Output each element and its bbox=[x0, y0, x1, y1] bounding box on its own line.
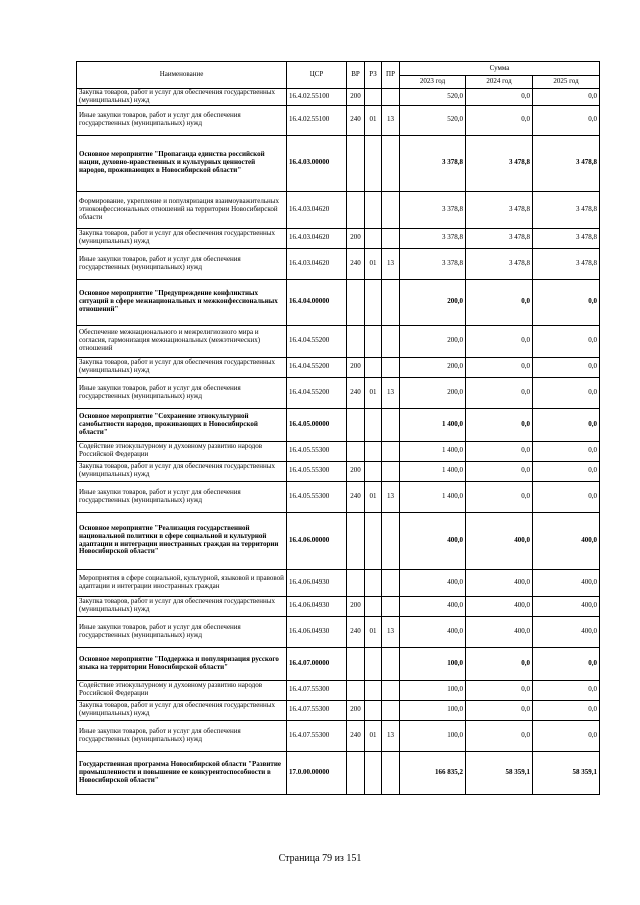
row-name: Содействие этнокультурному и духовному развитию народов Российской Федерации bbox=[77, 441, 287, 461]
row-pr: 13 bbox=[382, 248, 400, 279]
table-body bbox=[77, 89, 600, 795]
table-row bbox=[77, 720, 600, 751]
row-name: Иные закупки товаров, работ и услуг для обеспечения государственных (муниципальных) нужд bbox=[77, 481, 287, 512]
row-value-2023: 1 400,0 bbox=[400, 408, 466, 441]
row-value-2025: 400,0 bbox=[533, 569, 600, 596]
row-name: Закупка товаров, работ и услуг для обеспечения государственных (муниципальных) нужд bbox=[77, 357, 287, 377]
row-rz: 01 bbox=[365, 105, 382, 135]
table-row bbox=[77, 105, 600, 135]
header-row-1 bbox=[77, 62, 600, 76]
row-value-2024: 400,0 bbox=[466, 512, 533, 569]
row-name: Основное мероприятие "Сохранение этнокультурной самобытности народов, проживающих в Новосибирской области" bbox=[77, 408, 287, 441]
row-rz: 01 bbox=[365, 720, 382, 751]
row-rz bbox=[365, 279, 382, 325]
row-pr bbox=[382, 325, 400, 357]
row-csr: 16.4.04.00000 bbox=[287, 279, 347, 325]
row-vr: 200 bbox=[347, 700, 365, 720]
row-rz bbox=[365, 512, 382, 569]
row-pr bbox=[382, 596, 400, 616]
row-vr bbox=[347, 408, 365, 441]
row-pr: 13 bbox=[382, 616, 400, 647]
row-csr: 16.4.03.04620 bbox=[287, 228, 347, 248]
row-value-2025: 3 478,8 bbox=[533, 191, 600, 228]
row-value-2023: 520,0 bbox=[400, 105, 466, 135]
header-csr: ЦСР bbox=[287, 62, 347, 89]
row-rz bbox=[365, 647, 382, 680]
row-value-2025: 400,0 bbox=[533, 616, 600, 647]
row-value-2023: 200,0 bbox=[400, 325, 466, 357]
row-pr bbox=[382, 569, 400, 596]
row-value-2024: 3 478,8 bbox=[466, 135, 533, 191]
row-rz bbox=[365, 680, 382, 700]
row-rz bbox=[365, 408, 382, 441]
table-row bbox=[77, 191, 600, 228]
row-pr bbox=[382, 680, 400, 700]
row-value-2023: 400,0 bbox=[400, 512, 466, 569]
row-rz: 01 bbox=[365, 481, 382, 512]
table-row bbox=[77, 377, 600, 408]
row-value-2025: 0,0 bbox=[533, 647, 600, 680]
table-row bbox=[77, 408, 600, 441]
row-name: Закупка товаров, работ и услуг для обеспечения государственных (муниципальных) нужд bbox=[77, 228, 287, 248]
row-value-2025: 400,0 bbox=[533, 512, 600, 569]
header-name: Наименование bbox=[77, 62, 287, 89]
row-pr bbox=[382, 228, 400, 248]
header-rz: РЗ bbox=[365, 62, 382, 89]
row-value-2025: 0,0 bbox=[533, 357, 600, 377]
row-value-2024: 0,0 bbox=[466, 441, 533, 461]
row-value-2023: 400,0 bbox=[400, 616, 466, 647]
row-value-2024: 0,0 bbox=[466, 700, 533, 720]
row-csr: 16.4.05.55300 bbox=[287, 441, 347, 461]
row-value-2023: 200,0 bbox=[400, 357, 466, 377]
row-vr bbox=[347, 512, 365, 569]
table-row bbox=[77, 647, 600, 680]
row-value-2025: 0,0 bbox=[533, 89, 600, 106]
row-name: Основное мероприятие "Поддержка и популяризация русского языка на территории Новосибирской области" bbox=[77, 647, 287, 680]
row-value-2023: 100,0 bbox=[400, 647, 466, 680]
row-csr: 16.4.02.55100 bbox=[287, 105, 347, 135]
row-pr bbox=[382, 461, 400, 481]
row-rz: 01 bbox=[365, 616, 382, 647]
table-row bbox=[77, 441, 600, 461]
row-rz bbox=[365, 596, 382, 616]
row-value-2024: 0,0 bbox=[466, 105, 533, 135]
row-vr: 200 bbox=[347, 461, 365, 481]
row-value-2024: 0,0 bbox=[466, 357, 533, 377]
row-rz bbox=[365, 191, 382, 228]
row-value-2023: 520,0 bbox=[400, 89, 466, 106]
row-rz bbox=[365, 751, 382, 794]
row-value-2024: 0,0 bbox=[466, 680, 533, 700]
row-csr: 16.4.07.00000 bbox=[287, 647, 347, 680]
row-value-2024: 0,0 bbox=[466, 279, 533, 325]
table-row bbox=[77, 89, 600, 106]
row-value-2025: 0,0 bbox=[533, 700, 600, 720]
row-value-2025: 0,0 bbox=[533, 461, 600, 481]
row-value-2025: 400,0 bbox=[533, 596, 600, 616]
row-rz: 01 bbox=[365, 248, 382, 279]
row-value-2024: 0,0 bbox=[466, 461, 533, 481]
row-csr: 16.4.06.04930 bbox=[287, 596, 347, 616]
table-row bbox=[77, 680, 600, 700]
table-row bbox=[77, 481, 600, 512]
row-rz bbox=[365, 441, 382, 461]
table-row bbox=[77, 700, 600, 720]
table-row bbox=[77, 325, 600, 357]
row-value-2025: 0,0 bbox=[533, 408, 600, 441]
row-value-2023: 166 835,2 bbox=[400, 751, 466, 794]
page-number: Страница 79 из 151 bbox=[278, 853, 362, 864]
table-row bbox=[77, 569, 600, 596]
row-name: Закупка товаров, работ и услуг для обеспечения государственных (муниципальных) нужд bbox=[77, 596, 287, 616]
row-csr: 16.4.07.55300 bbox=[287, 720, 347, 751]
row-value-2023: 200,0 bbox=[400, 377, 466, 408]
table-row bbox=[77, 248, 600, 279]
row-value-2024: 58 359,1 bbox=[466, 751, 533, 794]
row-pr bbox=[382, 191, 400, 228]
row-vr: 200 bbox=[347, 596, 365, 616]
row-vr: 240 bbox=[347, 248, 365, 279]
row-value-2023: 1 400,0 bbox=[400, 441, 466, 461]
row-csr: 16.4.05.00000 bbox=[287, 408, 347, 441]
row-csr: 16.4.05.55300 bbox=[287, 481, 347, 512]
row-rz bbox=[365, 135, 382, 191]
table-row bbox=[77, 461, 600, 481]
row-name: Иные закупки товаров, работ и услуг для обеспечения государственных (муниципальных) нужд bbox=[77, 377, 287, 408]
table-row bbox=[77, 279, 600, 325]
row-csr: 16.4.06.00000 bbox=[287, 512, 347, 569]
row-value-2025: 0,0 bbox=[533, 377, 600, 408]
row-name: Закупка товаров, работ и услуг для обеспечения государственных (муниципальных) нужд bbox=[77, 89, 287, 106]
row-rz bbox=[365, 89, 382, 106]
row-rz bbox=[365, 569, 382, 596]
row-pr: 13 bbox=[382, 720, 400, 751]
row-csr: 16.4.06.04930 bbox=[287, 616, 347, 647]
table-row bbox=[77, 135, 600, 191]
row-csr: 16.4.04.55200 bbox=[287, 325, 347, 357]
row-name: Основное мероприятие "Реализация государственной национальной политики в сфере социальной и культурной адаптации и интеграции иностранных граждан на территории Новосибирской области" bbox=[77, 512, 287, 569]
header-year-2024: 2024 год bbox=[466, 76, 533, 89]
table-row bbox=[77, 751, 600, 794]
row-pr bbox=[382, 512, 400, 569]
row-csr: 16.4.03.00000 bbox=[287, 135, 347, 191]
row-value-2024: 400,0 bbox=[466, 569, 533, 596]
row-value-2025: 0,0 bbox=[533, 325, 600, 357]
row-name: Иные закупки товаров, работ и услуг для обеспечения государственных (муниципальных) нужд bbox=[77, 720, 287, 751]
row-value-2023: 3 378,8 bbox=[400, 228, 466, 248]
row-name: Закупка товаров, работ и услуг для обеспечения государственных (муниципальных) нужд bbox=[77, 700, 287, 720]
row-value-2023: 3 378,8 bbox=[400, 135, 466, 191]
row-vr bbox=[347, 441, 365, 461]
row-vr bbox=[347, 191, 365, 228]
row-pr bbox=[382, 279, 400, 325]
row-name: Основное мероприятие "Предупреждение конфликтных ситуаций в сфере межнациональных и межконфессиональных отношений" bbox=[77, 279, 287, 325]
row-pr: 13 bbox=[382, 481, 400, 512]
row-value-2024: 0,0 bbox=[466, 325, 533, 357]
table-row bbox=[77, 512, 600, 569]
row-name: Мероприятия в сфере социальной, культурной, языковой и правовой адаптации и интеграции иностранных граждан bbox=[77, 569, 287, 596]
row-value-2024: 3 478,8 bbox=[466, 248, 533, 279]
budget-table bbox=[76, 61, 600, 795]
row-csr: 16.4.06.04930 bbox=[287, 569, 347, 596]
row-vr bbox=[347, 279, 365, 325]
row-pr: 13 bbox=[382, 105, 400, 135]
row-value-2024: 0,0 bbox=[466, 408, 533, 441]
row-rz bbox=[365, 357, 382, 377]
row-name: Формирование, укрепление и популяризация взаимоуважительных этноконфессиональных отношений на территории Новосибирской области bbox=[77, 191, 287, 228]
row-value-2023: 400,0 bbox=[400, 596, 466, 616]
row-csr: 16.4.07.55300 bbox=[287, 680, 347, 700]
row-value-2025: 0,0 bbox=[533, 720, 600, 751]
row-name: Государственная программа Новосибирской области "Развитие промышленности и повышение ее конкурентоспособности в Новосибирской области" bbox=[77, 751, 287, 794]
row-value-2024: 400,0 bbox=[466, 616, 533, 647]
row-pr bbox=[382, 135, 400, 191]
row-value-2025: 0,0 bbox=[533, 279, 600, 325]
row-value-2025: 0,0 bbox=[533, 680, 600, 700]
row-pr bbox=[382, 89, 400, 106]
header-sum: Сумма bbox=[400, 62, 600, 76]
row-rz bbox=[365, 461, 382, 481]
row-csr: 16.4.04.55200 bbox=[287, 377, 347, 408]
row-value-2023: 100,0 bbox=[400, 680, 466, 700]
row-value-2023: 3 378,8 bbox=[400, 248, 466, 279]
row-csr: 16.4.07.55300 bbox=[287, 700, 347, 720]
row-value-2025: 3 478,8 bbox=[533, 135, 600, 191]
row-value-2024: 0,0 bbox=[466, 89, 533, 106]
row-pr bbox=[382, 441, 400, 461]
table-row bbox=[77, 228, 600, 248]
row-value-2025: 3 478,8 bbox=[533, 248, 600, 279]
row-value-2025: 58 359,1 bbox=[533, 751, 600, 794]
row-value-2024: 0,0 bbox=[466, 647, 533, 680]
row-name: Иные закупки товаров, работ и услуг для обеспечения государственных (муниципальных) нужд bbox=[77, 616, 287, 647]
row-value-2023: 100,0 bbox=[400, 720, 466, 751]
row-value-2023: 200,0 bbox=[400, 279, 466, 325]
row-value-2024: 3 478,8 bbox=[466, 228, 533, 248]
row-rz bbox=[365, 228, 382, 248]
row-vr: 200 bbox=[347, 89, 365, 106]
row-vr: 200 bbox=[347, 357, 365, 377]
row-name: Закупка товаров, работ и услуг для обеспечения государственных (муниципальных) нужд bbox=[77, 461, 287, 481]
row-value-2025: 0,0 bbox=[533, 481, 600, 512]
row-value-2023: 400,0 bbox=[400, 569, 466, 596]
row-vr: 240 bbox=[347, 105, 365, 135]
row-pr bbox=[382, 408, 400, 441]
row-name: Иные закупки товаров, работ и услуг для обеспечения государственных (муниципальных) нужд bbox=[77, 248, 287, 279]
row-value-2024: 0,0 bbox=[466, 481, 533, 512]
row-vr: 200 bbox=[347, 228, 365, 248]
row-value-2024: 400,0 bbox=[466, 596, 533, 616]
row-vr: 240 bbox=[347, 377, 365, 408]
row-csr: 16.4.03.04620 bbox=[287, 191, 347, 228]
table-row bbox=[77, 596, 600, 616]
row-vr bbox=[347, 751, 365, 794]
header-year-2023: 2023 год bbox=[400, 76, 466, 89]
row-value-2025: 0,0 bbox=[533, 441, 600, 461]
row-csr: 16.4.03.04620 bbox=[287, 248, 347, 279]
row-pr bbox=[382, 751, 400, 794]
row-value-2023: 100,0 bbox=[400, 700, 466, 720]
header-pr: ПР bbox=[382, 62, 400, 89]
row-csr: 16.4.05.55300 bbox=[287, 461, 347, 481]
row-pr bbox=[382, 700, 400, 720]
row-value-2023: 1 400,0 bbox=[400, 461, 466, 481]
row-value-2025: 0,0 bbox=[533, 105, 600, 135]
table-row bbox=[77, 357, 600, 377]
row-name: Иные закупки товаров, работ и услуг для обеспечения государственных (муниципальных) нужд bbox=[77, 105, 287, 135]
row-value-2025: 3 478,8 bbox=[533, 228, 600, 248]
row-csr: 16.4.04.55200 bbox=[287, 357, 347, 377]
header-vr: ВР bbox=[347, 62, 365, 89]
row-csr: 17.0.00.00000 bbox=[287, 751, 347, 794]
row-pr: 13 bbox=[382, 377, 400, 408]
row-vr bbox=[347, 135, 365, 191]
row-name: Основное мероприятие "Пропаганда единства российской нации, духовно-нравственных и культурных ценностей народов, проживающих в Новосибирской области" bbox=[77, 135, 287, 191]
row-pr bbox=[382, 647, 400, 680]
row-vr bbox=[347, 569, 365, 596]
row-name: Обеспечение межнационального и межрелигиозного мира и согласия, гармонизация межнациональных (межэтнических) отношений bbox=[77, 325, 287, 357]
row-rz bbox=[365, 700, 382, 720]
row-value-2024: 0,0 bbox=[466, 720, 533, 751]
row-vr: 240 bbox=[347, 481, 365, 512]
row-value-2024: 3 478,8 bbox=[466, 191, 533, 228]
row-vr bbox=[347, 325, 365, 357]
row-value-2023: 3 378,8 bbox=[400, 191, 466, 228]
header-year-2025: 2025 год bbox=[533, 76, 600, 89]
row-pr bbox=[382, 357, 400, 377]
row-value-2024: 0,0 bbox=[466, 377, 533, 408]
row-vr bbox=[347, 680, 365, 700]
row-vr: 240 bbox=[347, 720, 365, 751]
row-rz bbox=[365, 325, 382, 357]
row-vr bbox=[347, 647, 365, 680]
table-row bbox=[77, 616, 600, 647]
row-name: Содействие этнокультурному и духовному развитию народов Российской Федерации bbox=[77, 680, 287, 700]
row-rz: 01 bbox=[365, 377, 382, 408]
row-csr: 16.4.02.55100 bbox=[287, 89, 347, 106]
row-value-2023: 1 400,0 bbox=[400, 481, 466, 512]
row-vr: 240 bbox=[347, 616, 365, 647]
